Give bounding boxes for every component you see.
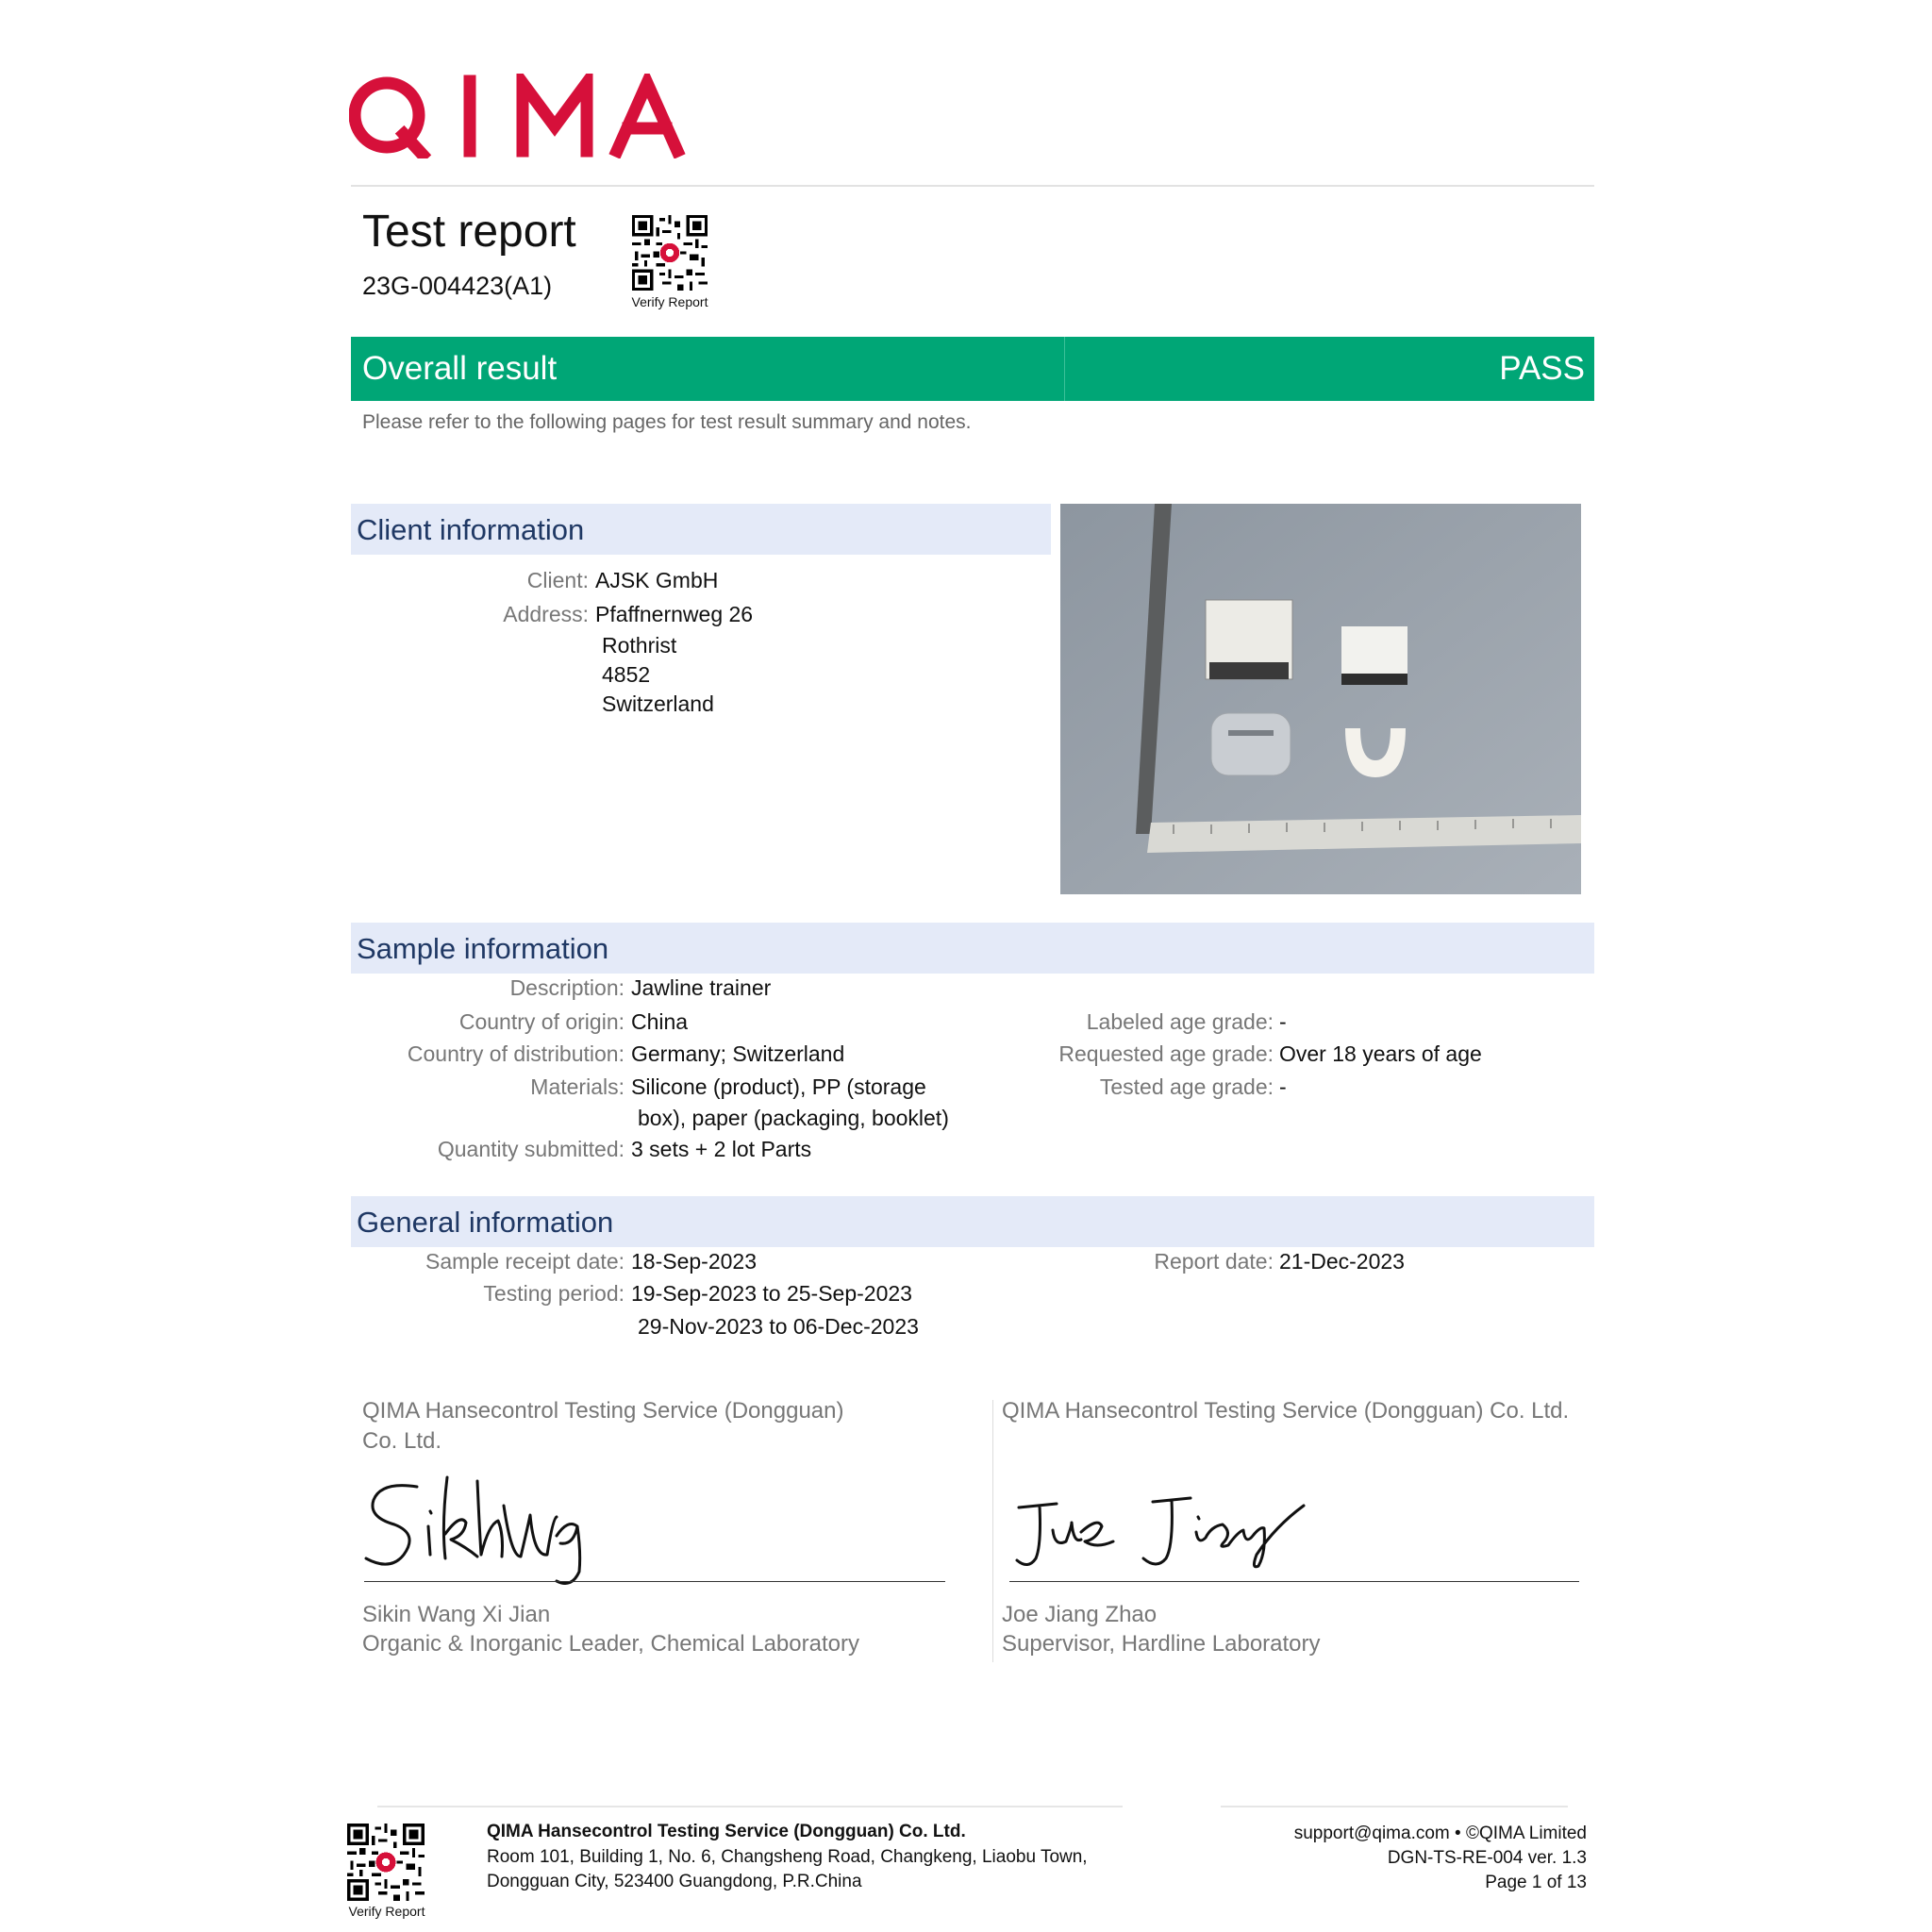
address-line-2: Rothrist <box>602 633 677 658</box>
footer-address <box>487 1845 1088 1894</box>
client-value: AJSK GmbH <box>595 568 719 592</box>
signature-divider <box>992 1400 993 1662</box>
sample-info-heading: Sample information <box>357 932 609 965</box>
right-signature <box>1011 1479 1313 1574</box>
verify-qr-code[interactable] <box>632 215 708 291</box>
receipt-date-label: Sample receipt date: <box>425 1249 625 1274</box>
footer-address-line-2: Dongguan City, 523400 Guangdong, P.R.China <box>487 1872 862 1891</box>
footer-contact[interactable]: support@qima.com • ©QIMA Limited <box>1293 1824 1587 1843</box>
distribution-label: Country of distribution: <box>407 1041 625 1066</box>
labeled-age-label: Labeled age grade: <box>1086 1009 1274 1034</box>
left-signatory-org-line-2: Co. Ltd. <box>362 1428 442 1454</box>
testing-period-label: Testing period: <box>483 1281 625 1306</box>
footer-verify-caption: Verify Report <box>348 1904 425 1919</box>
description-label: Description: <box>509 975 625 1000</box>
footer-address-line-1: Room 101, Building 1, No. 6, Changsheng Road, Changkeng, Liaobu Town, <box>487 1847 1088 1867</box>
left-signature <box>362 1468 608 1591</box>
testing-period-line-2: 29-Nov-2023 to 06-Dec-2023 <box>638 1314 919 1339</box>
header-divider <box>351 185 1594 187</box>
origin-label: Country of origin: <box>458 1009 625 1034</box>
report-date-value: 21-Dec-2023 <box>1279 1249 1405 1274</box>
right-signatory-name: Joe Jiang Zhao <box>1002 1602 1158 1627</box>
left-signatory-title: Organic & Inorganic Leader, Chemical Laboratory <box>362 1631 859 1657</box>
tested-age-value: - <box>1279 1074 1287 1099</box>
right-signature-line <box>1009 1581 1579 1582</box>
labeled-age-value: - <box>1279 1009 1287 1034</box>
distribution-value: Germany; Switzerland <box>631 1041 845 1066</box>
footer-page-number: Page 1 of 13 <box>1485 1873 1587 1892</box>
quantity-label: Quantity submitted: <box>437 1137 625 1161</box>
footer-meta <box>1294 1822 1587 1895</box>
report-date-label: Report date: <box>1154 1249 1274 1274</box>
footer-rule-left <box>377 1806 1123 1807</box>
result-bar-divider <box>1064 337 1065 401</box>
qima-logo <box>349 74 689 158</box>
right-signatory-org: QIMA Hansecontrol Testing Service (Dongguan) Co. Ltd. <box>1002 1398 1570 1424</box>
right-signatory-title: Supervisor, Hardline Laboratory <box>1002 1631 1321 1657</box>
client-label: Client: <box>526 568 589 592</box>
client-info-header <box>351 504 1051 555</box>
tested-age-label: Tested age grade: <box>1099 1074 1274 1099</box>
general-info-heading: General information <box>357 1206 614 1239</box>
origin-value: China <box>631 1009 689 1034</box>
quantity-value: 3 sets + 2 lot Parts <box>631 1137 812 1161</box>
sample-photo <box>1060 504 1581 894</box>
description-value: Jawline trainer <box>631 975 772 1000</box>
client-info-heading: Client information <box>357 513 585 546</box>
materials-value-line-2: box), paper (packaging, booklet) <box>638 1106 949 1130</box>
verify-report-caption: Verify Report <box>631 294 708 309</box>
testing-period-line-1: 19-Sep-2023 to 25-Sep-2023 <box>631 1281 912 1306</box>
left-signatory-name: Sikin Wang Xi Jian <box>362 1602 551 1627</box>
left-signatory <box>362 1600 859 1658</box>
overall-result-label: Overall result <box>362 350 558 387</box>
general-info-header <box>351 1196 1594 1247</box>
footer-qr-code[interactable] <box>347 1824 425 1901</box>
address-line-3: 4852 <box>602 662 651 687</box>
sample-info-header <box>351 923 1594 974</box>
left-signatory-org-line-1: QIMA Hansecontrol Testing Service (Dongguan) <box>362 1398 844 1424</box>
address-line-4: Switzerland <box>602 691 714 716</box>
footer-doc-code: DGN-TS-RE-004 ver. 1.3 <box>1387 1848 1587 1868</box>
address-label: Address: <box>503 602 589 626</box>
report-number: 23G-004423(A1) <box>362 272 553 300</box>
overall-result-bar <box>351 337 1594 401</box>
materials-value-line-1: Silicone (product), PP (storage <box>631 1074 926 1099</box>
requested-age-label: Requested age grade: <box>1058 1041 1274 1066</box>
receipt-date-value: 18-Sep-2023 <box>631 1249 757 1274</box>
left-signatory-org <box>362 1396 843 1457</box>
right-signatory <box>1002 1600 1321 1658</box>
overall-result-note: Please refer to the following pages for test result summary and notes. <box>362 411 972 433</box>
left-signature-line <box>364 1581 945 1582</box>
report-title: Test report <box>362 207 576 257</box>
footer-rule-right <box>1221 1806 1568 1807</box>
address-line-1: Pfaffnernweg 26 <box>595 602 754 626</box>
overall-result-value: PASS <box>1499 350 1585 387</box>
footer-company: QIMA Hansecontrol Testing Service (Dongguan) Co. Ltd. <box>487 1822 966 1841</box>
materials-label: Materials: <box>530 1074 625 1099</box>
requested-age-value: Over 18 years of age <box>1279 1041 1482 1066</box>
